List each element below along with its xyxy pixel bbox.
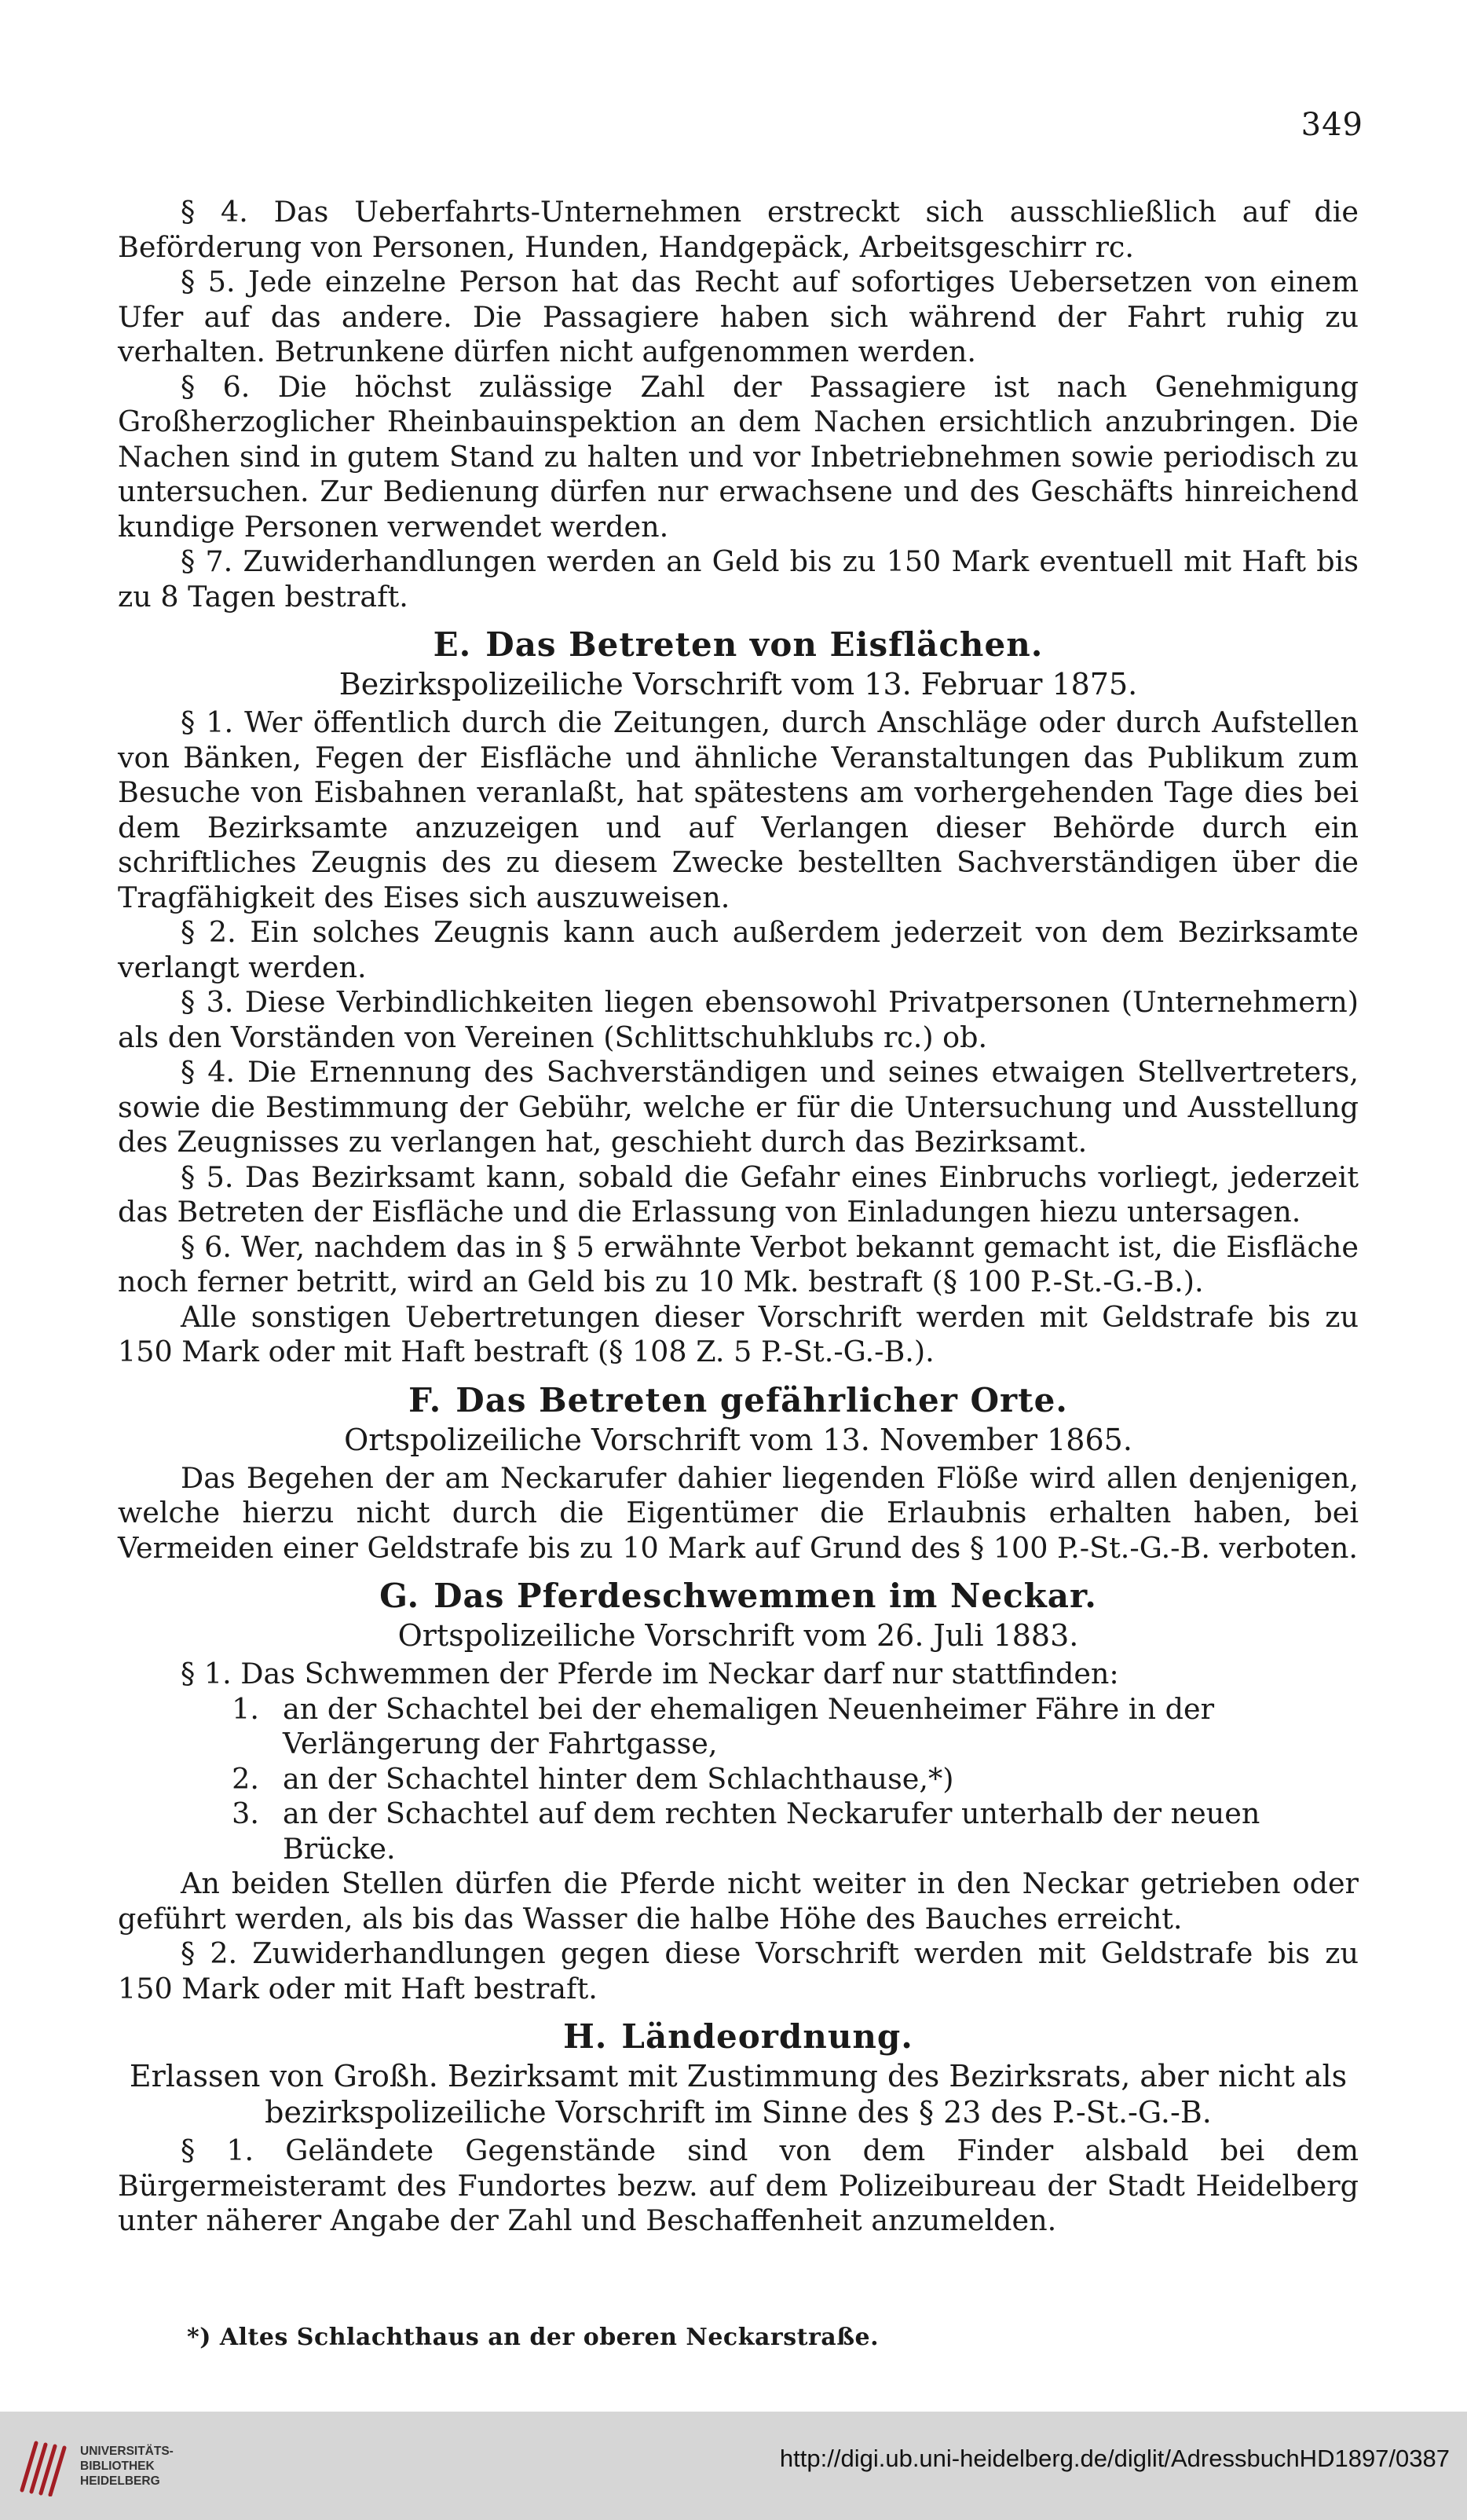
- section-continuation: [118, 195, 1359, 614]
- list-number: 3.: [232, 1797, 259, 1830]
- text-block: [118, 195, 1359, 2239]
- paragraph: An beiden Stellen dürfen die Pferde nicht weiter in den Neckar getrieben oder geführt werden, als bis das Wasser die halbe Höhe des Bauches erreicht.: [118, 1866, 1359, 1936]
- list-number: 2.: [232, 1761, 259, 1796]
- section-letter: G.: [379, 1577, 420, 1615]
- section-subheading: Ortspolizeiliche Vorschrift vom 13. November 1865.: [344, 1422, 1132, 1457]
- paragraph: § 1. Geländete Gegenstände sind von dem Finder alsbald bei dem Bürgermeisteramt des Fundortes bezw. auf dem Polizeibureau der Stadt Heidelberg unter näherer Angabe der Zahl und Beschaffenheit anzumelden.: [118, 2134, 1359, 2237]
- section-subheading: Erlassen von Großh. Bezirksamt mit Zustimmung des Bezirksrats, aber nicht als bezirkspolizeiliche Vorschrift im Sinne des § 23 des P.-St.-G.-B.: [129, 2059, 1348, 2130]
- logo-line: UNIVERSITÄTS-: [80, 2444, 174, 2458]
- list-number: 1.: [232, 1691, 259, 1726]
- list-item: [118, 1762, 1359, 1797]
- logo-line: BIBLIOTHEK: [80, 2459, 155, 2473]
- section-letter: E.: [433, 625, 472, 664]
- list-item: [118, 1797, 1359, 1866]
- source-url[interactable]: http://digi.ub.uni-heidelberg.de/diglit/AdressbuchHD1897/0387: [779, 2445, 1450, 2472]
- section-title: Das Pferdeschwemmen im Neckar.: [434, 1577, 1097, 1615]
- paragraph: § 4. Das Ueberfahrts-Unternehmen erstreckt sich ausschließlich auf die Beförderung von Personen, Hunden, Handgepäck, Arbeitsgeschirr rc.: [118, 195, 1359, 264]
- section-letter: H.: [563, 2017, 608, 2056]
- section-h: [118, 2017, 1359, 2239]
- list-intro: § 1. Das Schwemmen der Pferde im Neckar darf nur stattfinden:: [181, 1657, 1119, 1690]
- list-item: [118, 1692, 1359, 1762]
- section-letter: F.: [408, 1380, 442, 1419]
- paragraph: § 6. Wer, nachdem das in § 5 erwähnte Verbot bekannt gemacht ist, die Eisfläche noch ferner betritt, wird an Geld bis zu 10 Mk. bestraft (§ 100 P.-St.-G.-B.).: [118, 1229, 1359, 1298]
- paragraph: § 2. Ein solches Zeugnis kann auch außerdem jederzeit von dem Bezirksamte verlangt werden.: [118, 915, 1359, 984]
- logo-line: HEIDELBERG: [80, 2474, 160, 2488]
- paragraph: § 1. Wer öffentlich durch die Zeitungen, durch Anschläge oder durch Aufstellen von Bänken, Fegen der Eisfläche und ähnliche Veranstaltungen das Publikum zum Besuche von Eisbahnen veranlaßt, hat spätestens am vorhergehenden Tage dies bei dem Bezirksamte anzuzeigen und auf Verlangen dieser Behörde durch ein schriftliches Zeugnis des zu diesem Zwecke bestellten Sachverständigen über die Tragfähigkeit des Eises sich auszuweisen.: [118, 705, 1359, 914]
- numbered-list: [118, 1692, 1359, 1867]
- section-subheading: Bezirkspolizeiliche Vorschrift vom 13. Februar 1875.: [338, 667, 1138, 701]
- page-number: 349: [1301, 107, 1363, 143]
- paragraph: § 5. Jede einzelne Person hat das Recht auf sofortiges Uebersetzen von einem Ufer auf das andere. Die Passagiere haben sich während der Fahrt ruhig zu verhalten. Betrunkene dürfen nicht aufgenommen werden.: [118, 265, 1359, 368]
- footer-bar: [0, 2412, 1467, 2520]
- section-heading: [118, 1381, 1359, 1420]
- section-title: Ländeordnung.: [621, 2017, 913, 2056]
- section-subheading: Ortspolizeiliche Vorschrift vom 26. Juli 1883.: [397, 1618, 1079, 1653]
- paragraph: § 2. Zuwiderhandlungen gegen diese Vorschrift werden mit Geldstrafe bis zu 150 Mark oder mit Haft bestraft.: [118, 1936, 1359, 2005]
- library-logo-text: [80, 2444, 174, 2489]
- paragraph: § 5. Das Bezirksamt kann, sobald die Gefahr eines Einbruchs vorliegt, jederzeit das Betreten der Eisfläche und die Erlassung von Einladungen hiezu untersagen.: [118, 1159, 1359, 1229]
- paragraph: § 4. Die Ernennung des Sachverständigen und seines etwaigen Stellvertreters, sowie die Bestimmung der Gebühr, welche er für die Untersuchung und Ausstellung des Zeugnisses zu verlangen hat, geschieht durch das Bezirksamt.: [118, 1055, 1359, 1159]
- list-text: an der Schachtel auf dem rechten Neckarufer unterhalb der neuen Brücke.: [283, 1797, 1260, 1866]
- section-g: [118, 1577, 1359, 2006]
- library-logo[interactable]: [16, 2435, 174, 2496]
- paragraph: § 3. Diese Verbindlichkeiten liegen ebensowohl Privatpersonen (Unternehmern) als den Vorständen von Vereinen (Schlittschuhklubs rc.) ob.: [118, 985, 1359, 1054]
- section-f: [118, 1381, 1359, 1566]
- paragraph: § 7. Zuwiderhandlungen werden an Geld bis zu 150 Mark eventuell mit Haft bis zu 8 Tagen bestraft.: [118, 544, 1359, 614]
- section-e: [118, 625, 1359, 1370]
- section-heading: [118, 1577, 1359, 1616]
- section-heading: [118, 2017, 1359, 2057]
- list-text: an der Schachtel hinter dem Schlachthause,*): [283, 1761, 954, 1796]
- paragraph: § 6. Die höchst zulässige Zahl der Passagiere ist nach Genehmigung Großherzoglicher Rheinbauinspektion an dem Nachen ersichtlich anzubringen. Die Nachen sind in gutem Stand zu halten und vor Inbetriebnehmen sowie periodisch zu untersuchen. Zur Bedienung dürfen nur erwachsene und des Geschäfts hinreichend kundige Personen verwendet werden.: [118, 369, 1359, 544]
- library-logo-icon: [16, 2435, 72, 2496]
- section-title: Das Betreten gefährlicher Orte.: [455, 1380, 1068, 1419]
- paragraph: Das Begehen der am Neckarufer dahier liegenden Flöße wird allen denjenigen, welche hierzu nicht durch die Eigentümer die Erlaubnis erhalten haben, bei Vermeiden einer Geldstrafe bis zu 10 Mark auf Grund des § 100 P.-St.-G.-B. verboten.: [118, 1460, 1359, 1565]
- paragraph: Alle sonstigen Uebertretungen dieser Vorschrift werden mit Geldstrafe bis zu 150 Mark oder mit Haft bestraft (§ 108 Z. 5 P.-St.-G.-B.).: [118, 1299, 1359, 1368]
- section-heading: [118, 625, 1359, 665]
- list-text: an der Schachtel bei der ehemaligen Neuenheimer Fähre in der Verlängerung der Fahrtgasse,: [283, 1691, 1215, 1760]
- footnote: *) Altes Schlachthaus an der oberen Neckarstraße.: [187, 2324, 880, 2351]
- section-title: Das Betreten von Eisflächen.: [485, 625, 1044, 664]
